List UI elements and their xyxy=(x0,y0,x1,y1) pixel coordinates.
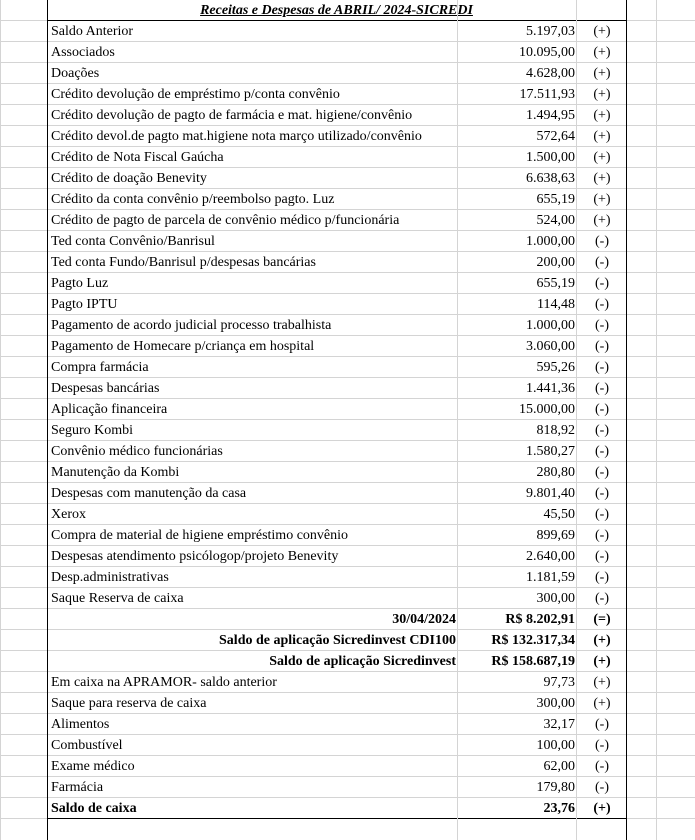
ledger-row xyxy=(0,231,695,252)
row-label[interactable]: Saldo Anterior xyxy=(51,24,134,39)
ledger-row xyxy=(0,567,695,588)
ledger-row xyxy=(0,462,695,483)
row-label[interactable]: Saque Reserva de caixa xyxy=(51,591,184,606)
row-label[interactable]: Associados xyxy=(51,45,115,60)
row-label[interactable]: Pagamento de acordo judicial processo trabalhista xyxy=(51,318,332,333)
row-value[interactable]: 45,50 xyxy=(543,507,575,522)
row-label[interactable]: Manutenção da Kombi xyxy=(51,465,180,480)
row-value[interactable]: 1.000,00 xyxy=(526,318,575,333)
row-label[interactable]: Despesas atendimento psicólogop/projeto Benevity xyxy=(51,549,339,564)
row-label[interactable]: Saldo de caixa xyxy=(51,801,137,816)
ledger-row xyxy=(0,588,695,609)
row-value[interactable]: 1.500,00 xyxy=(526,150,575,165)
ledger-row xyxy=(0,42,695,63)
row-label[interactable]: Crédito de pagto de parcela de convênio médico p/funcionária xyxy=(51,213,400,228)
row-sign[interactable]: (=) xyxy=(593,612,611,627)
row-sign[interactable]: (-) xyxy=(595,486,609,501)
row-value[interactable]: 1.494,95 xyxy=(526,108,575,123)
row-value[interactable]: 572,64 xyxy=(536,129,575,144)
row-label[interactable]: Compra farmácia xyxy=(51,360,149,375)
ledger-row xyxy=(0,315,695,336)
row-sign[interactable]: (-) xyxy=(595,738,609,753)
ledger-row xyxy=(0,546,695,567)
row-sign[interactable]: (+) xyxy=(593,801,611,816)
row-label[interactable]: Saque para reserva de caixa xyxy=(51,696,207,711)
row-label[interactable]: Crédito devolução de empréstimo p/conta convênio xyxy=(51,87,340,102)
row-value[interactable]: 97,73 xyxy=(543,675,575,690)
row-label[interactable]: Exame médico xyxy=(51,759,135,774)
row-value[interactable]: 524,00 xyxy=(536,213,575,228)
row-value[interactable]: 114,48 xyxy=(537,297,575,312)
row-label[interactable]: Combustível xyxy=(51,738,123,753)
row-sign[interactable]: (-) xyxy=(595,234,609,249)
ledger-row xyxy=(0,525,695,546)
row-sign[interactable]: (+) xyxy=(593,24,611,39)
ledger-row xyxy=(0,420,695,441)
ledger-row xyxy=(0,441,695,462)
ledger-row xyxy=(0,21,695,42)
row-label[interactable]: Crédito de Nota Fiscal Gaúcha xyxy=(51,150,224,165)
row-label[interactable]: Saldo de aplicação Sicredinvest xyxy=(269,654,456,669)
row-label[interactable]: Desp.administrativas xyxy=(51,570,169,585)
ledger-row xyxy=(0,672,695,693)
row-label[interactable]: Compra de material de higiene empréstimo convênio xyxy=(51,528,349,543)
row-sign[interactable]: (-) xyxy=(595,339,609,354)
row-value[interactable]: 6.638,63 xyxy=(526,171,575,186)
ledger-row xyxy=(0,483,695,504)
row-value[interactable]: 818,92 xyxy=(536,423,575,438)
row-value[interactable]: 100,00 xyxy=(536,738,575,753)
row-value[interactable]: R$ 8.202,91 xyxy=(505,612,575,627)
row-label[interactable]: Crédito devol.de pagto mat.higiene nota março utilizado/convênio xyxy=(51,129,422,144)
row-sign[interactable]: (+) xyxy=(593,633,611,648)
ledger-row xyxy=(0,294,695,315)
ledger-row xyxy=(0,168,695,189)
row-value[interactable]: 1.181,59 xyxy=(526,570,575,585)
row-sign[interactable]: (-) xyxy=(595,780,609,795)
ledger-row xyxy=(0,126,695,147)
row-sign[interactable]: (-) xyxy=(595,360,609,375)
row-value[interactable]: 300,00 xyxy=(536,696,575,711)
row-label[interactable]: Ted conta Fundo/Banrisul p/despesas bancárias xyxy=(51,255,316,270)
ledger-row xyxy=(0,798,695,819)
ledger-row xyxy=(0,609,695,630)
ledger-row xyxy=(0,147,695,168)
row-label[interactable]: Alimentos xyxy=(51,717,110,732)
row-sign[interactable]: (+) xyxy=(593,129,611,144)
row-value[interactable]: 62,00 xyxy=(543,759,575,774)
row-value[interactable]: 1.580,27 xyxy=(526,444,575,459)
row-sign[interactable]: (+) xyxy=(593,171,611,186)
row-label[interactable]: Aplicação financeira xyxy=(51,402,168,417)
row-value[interactable]: 899,69 xyxy=(536,528,575,543)
row-sign[interactable]: (-) xyxy=(595,507,609,522)
row-value[interactable]: 9.801,40 xyxy=(526,486,575,501)
row-value[interactable]: 23,76 xyxy=(543,801,575,816)
row-value[interactable]: R$ 132.317,34 xyxy=(491,633,575,648)
row-value[interactable]: 5.197,03 xyxy=(526,24,575,39)
row-label[interactable]: Farmácia xyxy=(51,780,104,795)
row-value[interactable]: 280,80 xyxy=(536,465,575,480)
row-sign[interactable]: (-) xyxy=(595,549,609,564)
row-sign[interactable]: (+) xyxy=(593,150,611,165)
row-label[interactable]: 30/04/2024 xyxy=(392,612,456,627)
row-label[interactable]: Pagto Luz xyxy=(51,276,109,291)
row-label[interactable]: Saldo de aplicação Sicredinvest CDI100 xyxy=(219,633,456,648)
ledger-row xyxy=(0,336,695,357)
row-sign[interactable]: (-) xyxy=(595,717,609,732)
row-sign[interactable]: (+) xyxy=(593,66,611,81)
row-sign[interactable]: (-) xyxy=(595,297,609,312)
ledger-row xyxy=(0,504,695,525)
row-sign[interactable]: (-) xyxy=(595,528,609,543)
row-sign[interactable]: (+) xyxy=(593,45,611,60)
row-label[interactable]: Convênio médico funcionárias xyxy=(51,444,223,459)
ledger-row xyxy=(0,630,695,651)
row-sign[interactable]: (-) xyxy=(595,465,609,480)
row-value[interactable]: 17.511,93 xyxy=(519,87,575,102)
row-label[interactable]: Crédito de doação Benevity xyxy=(51,171,207,186)
row-sign[interactable]: (+) xyxy=(593,192,611,207)
row-sign[interactable]: (+) xyxy=(593,654,611,669)
row-sign[interactable]: (+) xyxy=(593,87,611,102)
row-sign[interactable]: (-) xyxy=(595,591,609,606)
ledger-row xyxy=(0,273,695,294)
row-sign[interactable]: (+) xyxy=(593,675,611,690)
row-sign[interactable]: (-) xyxy=(595,570,609,585)
row-label[interactable]: Xerox xyxy=(51,507,86,522)
row-value[interactable]: 595,26 xyxy=(536,360,575,375)
row-sign[interactable]: (-) xyxy=(595,381,609,396)
row-sign[interactable]: (-) xyxy=(595,444,609,459)
row-sign[interactable]: (-) xyxy=(595,423,609,438)
row-value[interactable]: 10.095,00 xyxy=(519,45,575,60)
row-label[interactable]: Pagto IPTU xyxy=(51,297,118,312)
row-label[interactable]: Despesas com manutenção da casa xyxy=(51,486,247,501)
ledger-row xyxy=(0,189,695,210)
ledger-row xyxy=(0,63,695,84)
row-sign[interactable]: (+) xyxy=(593,696,611,711)
ledger-row xyxy=(0,357,695,378)
row-value[interactable]: 1.000,00 xyxy=(526,234,575,249)
row-value[interactable]: 3.060,00 xyxy=(526,339,575,354)
row-value[interactable]: 32,17 xyxy=(543,717,575,732)
ledger-row xyxy=(0,777,695,798)
row-value[interactable]: 15.000,00 xyxy=(519,402,575,417)
row-sign[interactable]: (-) xyxy=(595,276,609,291)
ledger-row xyxy=(0,756,695,777)
ledger-row xyxy=(0,651,695,672)
ledger-row xyxy=(0,714,695,735)
page-title: Receitas e Despesas de ABRIL/ 2024-SICREDI xyxy=(200,3,473,18)
ledger-row xyxy=(0,378,695,399)
row-value[interactable]: R$ 158.687,19 xyxy=(491,654,575,669)
row-sign[interactable]: (-) xyxy=(595,318,609,333)
ledger-row xyxy=(0,735,695,756)
row-label[interactable]: Crédito devolução de pagto de farmácia e mat. higiene/convênio xyxy=(51,108,413,123)
ledger-row xyxy=(0,252,695,273)
ledger-row xyxy=(0,693,695,714)
row-value[interactable]: 655,19 xyxy=(536,192,575,207)
row-value[interactable]: 2.640,00 xyxy=(526,549,575,564)
row-sign[interactable]: (-) xyxy=(595,402,609,417)
row-value[interactable]: 179,80 xyxy=(536,780,575,795)
row-label[interactable]: Seguro Kombi xyxy=(51,423,134,438)
row-value[interactable]: 200,00 xyxy=(536,255,575,270)
row-label[interactable]: Em caixa na APRAMOR- saldo anterior xyxy=(51,675,277,690)
row-sign[interactable]: (+) xyxy=(593,108,611,123)
row-sign[interactable]: (-) xyxy=(595,255,609,270)
ledger-row xyxy=(0,105,695,126)
ledger-row xyxy=(0,399,695,420)
row-sign[interactable]: (-) xyxy=(595,759,609,774)
row-label[interactable]: Doações xyxy=(51,66,100,81)
row-value[interactable]: 300,00 xyxy=(536,591,575,606)
row-label[interactable]: Ted conta Convênio/Banrisul xyxy=(51,234,215,249)
row-label[interactable]: Crédito da conta convênio p/reembolso pagto. Luz xyxy=(51,192,335,207)
row-value[interactable]: 1.441,36 xyxy=(526,381,575,396)
row-label[interactable]: Pagamento de Homecare p/criança em hospital xyxy=(51,339,315,354)
ledger-row xyxy=(0,210,695,231)
row-label[interactable]: Despesas bancárias xyxy=(51,381,160,396)
ledger-row xyxy=(0,84,695,105)
row-value[interactable]: 4.628,00 xyxy=(526,66,575,81)
row-sign[interactable]: (+) xyxy=(593,213,611,228)
row-value[interactable]: 655,19 xyxy=(536,276,575,291)
